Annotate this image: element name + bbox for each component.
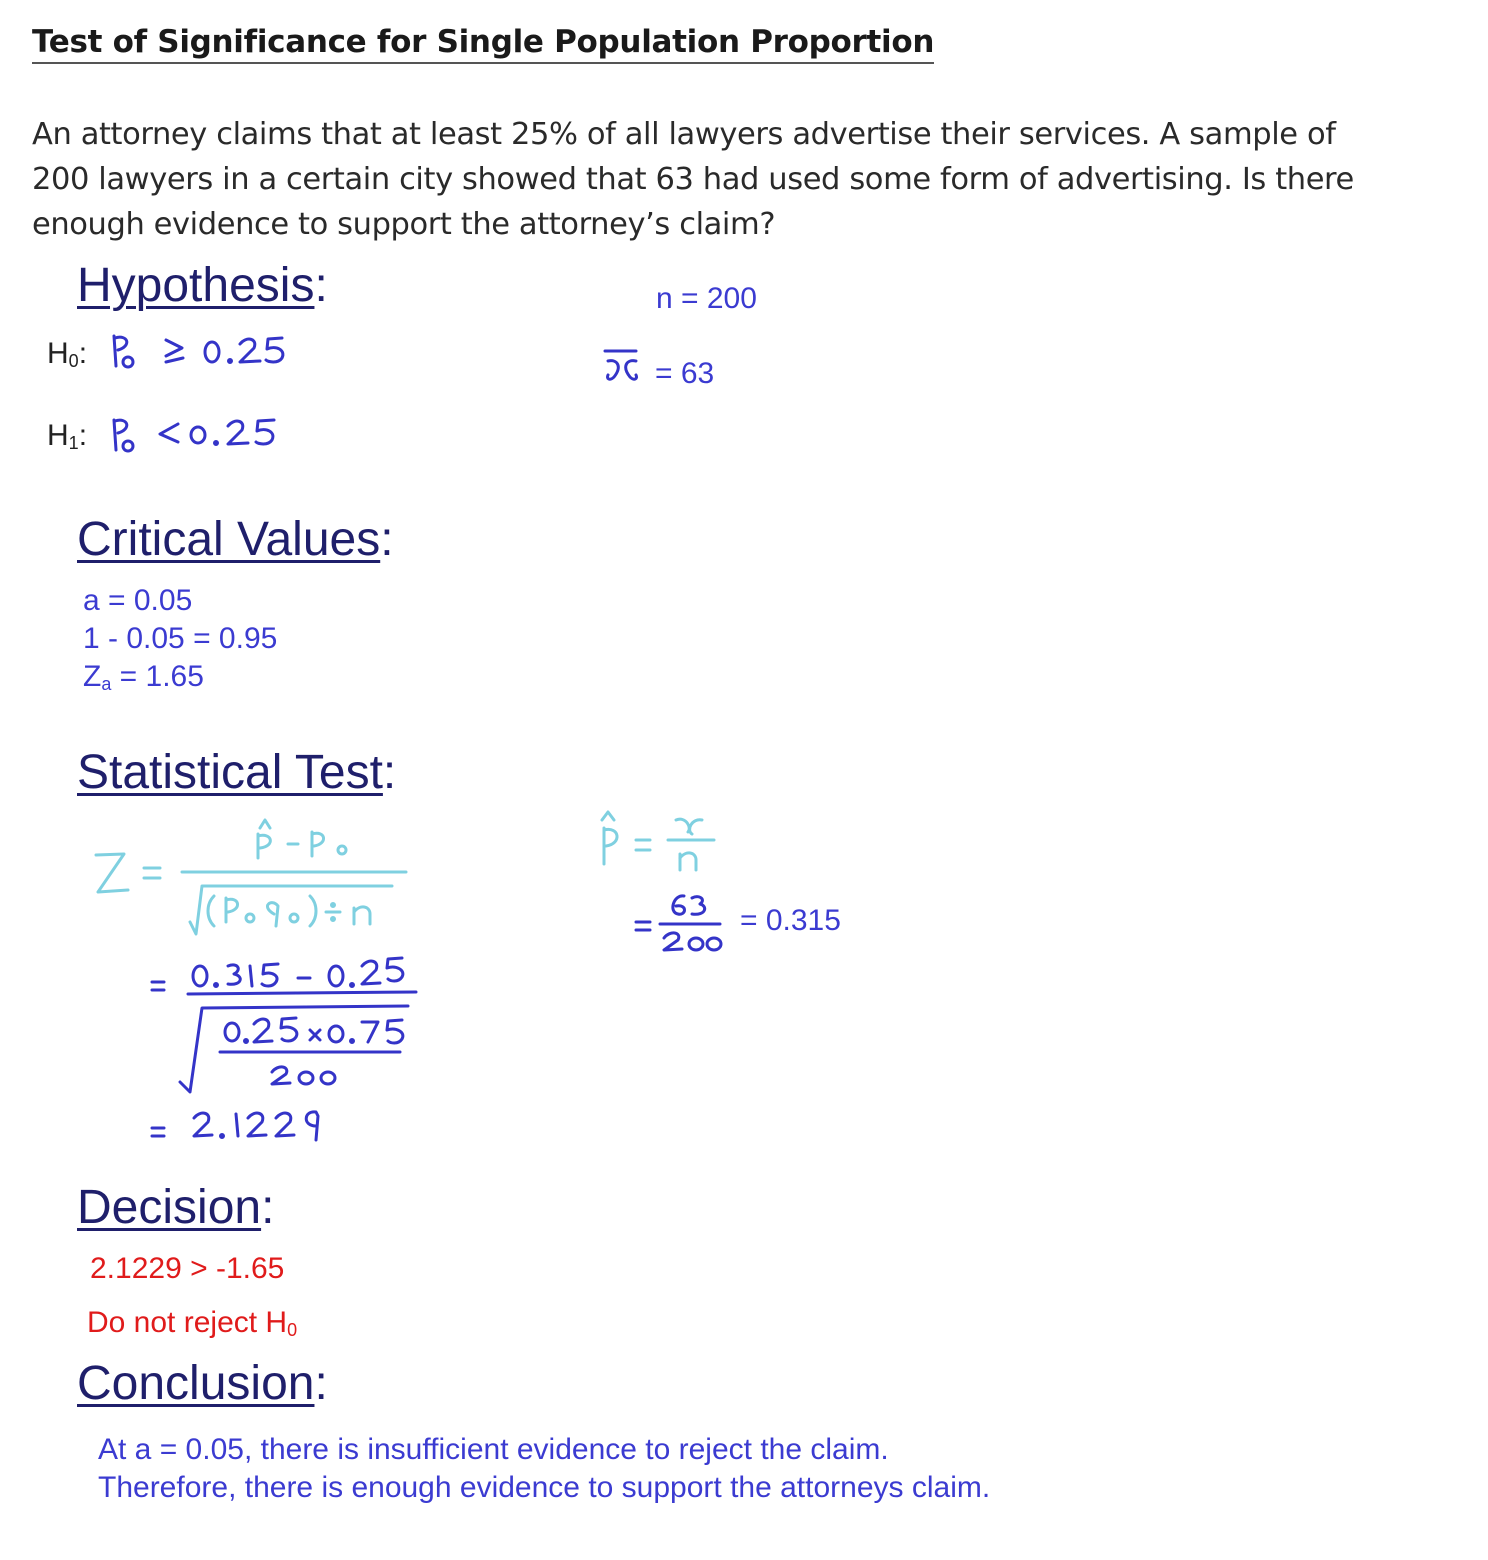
- conclusion-line-1: At a = 0.05, there is insufficient evidence to reject the claim.: [98, 1433, 889, 1466]
- x-value: = 63: [655, 357, 715, 390]
- p-hat-fraction-handwritten: [630, 888, 730, 968]
- problem-statement: [32, 112, 1452, 247]
- z-critical-value: = 1.65: [111, 660, 204, 693]
- h0-letter: H: [47, 337, 69, 370]
- decision-verdict: [87, 1306, 297, 1341]
- critical-values-heading: Critical Values:: [77, 513, 394, 566]
- decision-verdict-text: Do not reject H: [87, 1306, 288, 1339]
- conclusion-line-2: Therefore, there is enough evidence to support the attorneys claim.: [98, 1471, 991, 1504]
- h1-handwritten: [108, 412, 298, 462]
- z-critical-line: [83, 660, 204, 695]
- alpha-line: a = 0.05: [83, 584, 193, 617]
- statistical-test-heading: Statistical Test:: [77, 746, 397, 799]
- h1-label: $H_1$:: [47, 419, 88, 453]
- z-substitution-handwritten: [140, 950, 430, 1140]
- problem-line-3: enough evidence to support the attorney’s claim?: [32, 207, 776, 242]
- conclusion-heading-text: Conclusion: [77, 1357, 315, 1410]
- hypothesis-heading: Hypothesis:: [77, 259, 328, 312]
- critical-values-heading-text: Critical Values: [77, 513, 381, 566]
- h0-handwritten: [108, 330, 298, 380]
- decision-verdict-sub: 0: [287, 1320, 298, 1340]
- problem-line-1: An attorney claims that at least 25% of all lawyers advertise their services. A sample of: [32, 117, 1336, 152]
- sample-size: n = 200: [656, 282, 757, 315]
- z-sub: a: [101, 674, 112, 694]
- hypothesis-heading-text: Hypothesis: [77, 259, 315, 312]
- page-title: Test of Significance for Single Population Proportion: [32, 24, 934, 64]
- conclusion-heading: Conclusion:: [77, 1357, 328, 1410]
- decision-comparison: 2.1229 > -1.65: [90, 1252, 285, 1285]
- problem-line-2: 200 lawyers in a certain city showed that 63 had used some form of advertising. Is there: [32, 162, 1354, 197]
- h0-sub: 0: [68, 351, 79, 371]
- decision-heading-text: Decision: [77, 1181, 262, 1234]
- statistical-test-heading-text: Statistical Test: [77, 746, 383, 799]
- decision-heading: Decision:: [77, 1181, 275, 1234]
- h1-letter: H: [47, 419, 69, 452]
- z-formula-handwritten: [90, 810, 420, 950]
- z-letter: Z: [83, 660, 102, 693]
- h0-label: $H_0$:: [47, 337, 88, 371]
- h1-sub: 1: [68, 433, 79, 453]
- x-symbol: [602, 345, 642, 385]
- confidence-line: 1 - 0.05 = 0.95: [83, 622, 278, 655]
- p-hat-formula-handwritten: [596, 806, 726, 876]
- p-hat-result: = 0.315: [740, 904, 841, 937]
